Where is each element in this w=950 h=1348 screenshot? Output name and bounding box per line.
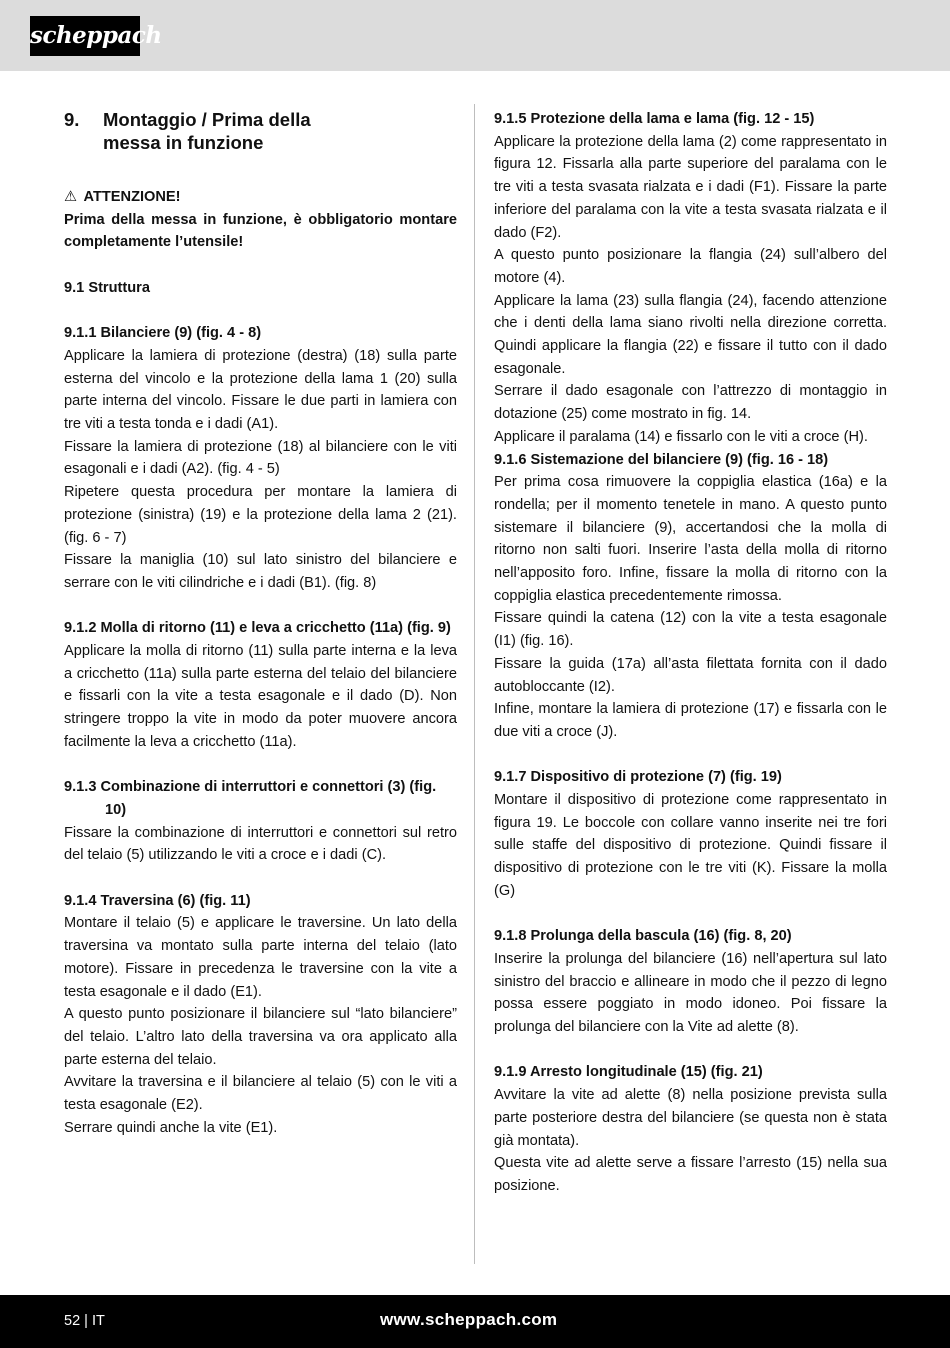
paragraph: Ripetere questa procedura per montare la lamiera di protezione (sinistra) (19) e la protezione della lama 2 (21). (fig. 6 - 7) bbox=[64, 484, 457, 546]
section-9-1-8-heading: 9.1.8 Prolunga della bascula (16) (fig. 8, 20) bbox=[494, 928, 792, 945]
section-9-1-heading: 9.1 Struttura bbox=[64, 279, 150, 296]
page-footer bbox=[0, 1295, 950, 1348]
paragraph: Infine, montare la lamiera di protezione (17) e fissarla con le due viti a croce (J). bbox=[494, 701, 887, 740]
paragraph: Applicare la protezione della lama (2) come rappresentato in figura 12. Fissarla alla parte superiore del paralama con le tre viti a testa svasata rialzata e i dadi (F1). Fissare la parte inferiore del paralama con la vite a testa svasata rialzata e il dado (F2). bbox=[494, 133, 887, 241]
paragraph: Fissare quindi la catena (12) con la vite a testa esagonale (I1) (fig. 16). bbox=[494, 610, 887, 650]
chapter-title bbox=[103, 108, 311, 154]
chapter-title-line2: messa in funzione bbox=[103, 132, 264, 153]
paragraph: Avvitare la traversina e il bilanciere al telaio (5) con le viti a testa esagonale (E2). bbox=[64, 1074, 457, 1114]
column-divider bbox=[474, 104, 475, 1264]
website-link[interactable]: www.scheppach.com bbox=[380, 1310, 558, 1329]
page-number: 52 | IT bbox=[64, 1313, 105, 1329]
right-column bbox=[494, 108, 887, 1198]
paragraph: Montare il telaio (5) e applicare le traversine. Un lato della traversina va montato sulla parte interna del telaio (lato motore). Fissare in precedenza le traversine con la vite a testa esagonale e il dado (E1). bbox=[64, 915, 457, 1000]
section-9-1-6-heading: 9.1.6 Sistemazione del bilanciere (9) (fig. 16 - 18) bbox=[494, 451, 829, 468]
paragraph: Montare il dispositivo di protezione come rappresentato in figura 19. Le boccole con collare vanno inserite nei tre fori sulle staffe del dispositivo di protezione. Quindi fissare il dispositivo di protezione con le tre viti (K). Fissare la molla (G) bbox=[494, 792, 887, 899]
warning-title: ATTENZIONE! bbox=[83, 189, 181, 205]
paragraph: Fissare la combinazione di interruttori e connettori sul retro del telaio (5) utilizzando le viti a croce e i dadi (C). bbox=[64, 824, 457, 864]
section-9-1-3-heading: 9.1.3 Combinazione di interruttori e connettori (3) (fig. 10) bbox=[64, 779, 437, 818]
chapter-number: 9. bbox=[64, 109, 80, 130]
chapter-title-line1: Montaggio / Prima della bbox=[103, 109, 311, 130]
paragraph: Serrare quindi anche la vite (E1). bbox=[64, 1119, 278, 1136]
scheppach-logo: scheppach bbox=[30, 16, 140, 56]
section-9-1-5-heading: 9.1.5 Protezione della lama e lama (fig. 12 - 15) bbox=[494, 111, 815, 127]
paragraph: Applicare la molla di ritorno (11) sulla parte interna e la leva a cricchetto (11a) sulla parte esterna del telaio del bilanciere e fissarli con la vite a testa esagonale e il dado (D). Non stringere troppo la vite in modo da poter muovere ancora facilmente la leva a cricchetto (11a). bbox=[64, 643, 457, 750]
paragraph: Applicare la lama (23) sulla flangia (24), facendo attenzione che i denti della lama siano rivolti nella direzione corretta. Quindi applicare la flangia (22) e fissare il tutto con il dado esagonale. bbox=[494, 292, 887, 377]
paragraph: Per prima cosa rimuovere la coppiglia elastica (16a) e la rondella; per il momento tenetele in mano. A questo punto sistemare il bilanciere (9), accertandosi che la molla di ritorno non salti fuori. Inserire l’asta della molla di ritorno nell’apposito foro. Infine, fissare la molla di ritorno con la coppiglia elastica precedentemente rimossa. bbox=[494, 474, 887, 604]
warning-heading bbox=[64, 186, 457, 209]
paragraph: Fissare la guida (17a) all’asta filettata fornita con il dado autobloccante (I2). bbox=[494, 655, 887, 695]
warning-triangle-icon: ⚠ bbox=[64, 189, 78, 205]
paragraph: Fissare la maniglia (10) sul lato sinistro del bilanciere e serrare con le viti cilindriche e i dadi (B1). (fig. 8) bbox=[64, 552, 457, 591]
warning-text: Prima della messa in funzione, è obbligatorio montare completamente l’utensile! bbox=[64, 211, 457, 251]
paragraph: Applicare la lamiera di protezione (destra) (18) sulla parte esterna del vincolo e la protezione della lama 1 (20) sulla parte interna del vincolo. Fissare le due parti in lamiera con tre viti a testa tonda e i dadi (A1). bbox=[64, 347, 457, 432]
paragraph: Fissare la lamiera di protezione (18) al bilanciere con le viti esagonali e i dadi (A2). (fig. 4 - 5) bbox=[64, 438, 457, 478]
section-9-1-2-heading: 9.1.2 Molla di ritorno (11) e leva a cricchetto (11a) (fig. 9) bbox=[64, 620, 451, 637]
paragraph: A questo punto posizionare il bilanciere sul “lato bilanciere” del telaio. L’altro lato della traversina va ora applicato alla parte esterna del telaio. bbox=[64, 1006, 457, 1068]
page-header bbox=[0, 0, 950, 71]
section-9-1-7-heading: 9.1.7 Dispositivo di protezione (7) (fig. 19) bbox=[494, 769, 782, 786]
paragraph: Inserire la prolunga del bilanciere (16) nell’apertura sul lato sinistro del braccio e allineare in modo che il pezzo di legno possa essere poggiato in modo idoneo. Poi fissare la prolunga del bilanciere con la Vite ad alette (8). bbox=[494, 950, 887, 1036]
paragraph: Avvitare la vite ad alette (8) nella posizione prevista sulla parte posteriore destra del bilanciere (se questa non è stata già montata). bbox=[494, 1087, 887, 1149]
paragraph: A questo punto posizionare la flangia (24) sull’albero del motore (4). bbox=[494, 247, 887, 286]
paragraph: Serrare il dado esagonale con l’attrezzo di montaggio in dotazione (25) come mostrato in fig. 14. bbox=[494, 383, 887, 423]
left-column bbox=[64, 108, 457, 1139]
chapter-heading bbox=[64, 108, 457, 154]
section-9-1-4-heading: 9.1.4 Traversina (6) (fig. 11) bbox=[64, 892, 251, 909]
section-9-1-1-heading: 9.1.1 Bilanciere (9) (fig. 4 - 8) bbox=[64, 325, 262, 342]
paragraph: Applicare il paralama (14) e fissarlo con le viti a croce (H). bbox=[494, 428, 868, 445]
paragraph: Questa vite ad alette serve a fissare l’arresto (15) nella sua posizione. bbox=[494, 1155, 887, 1194]
section-9-1-9-heading: 9.1.9 Arresto longitudinale (15) (fig. 21) bbox=[494, 1064, 763, 1081]
